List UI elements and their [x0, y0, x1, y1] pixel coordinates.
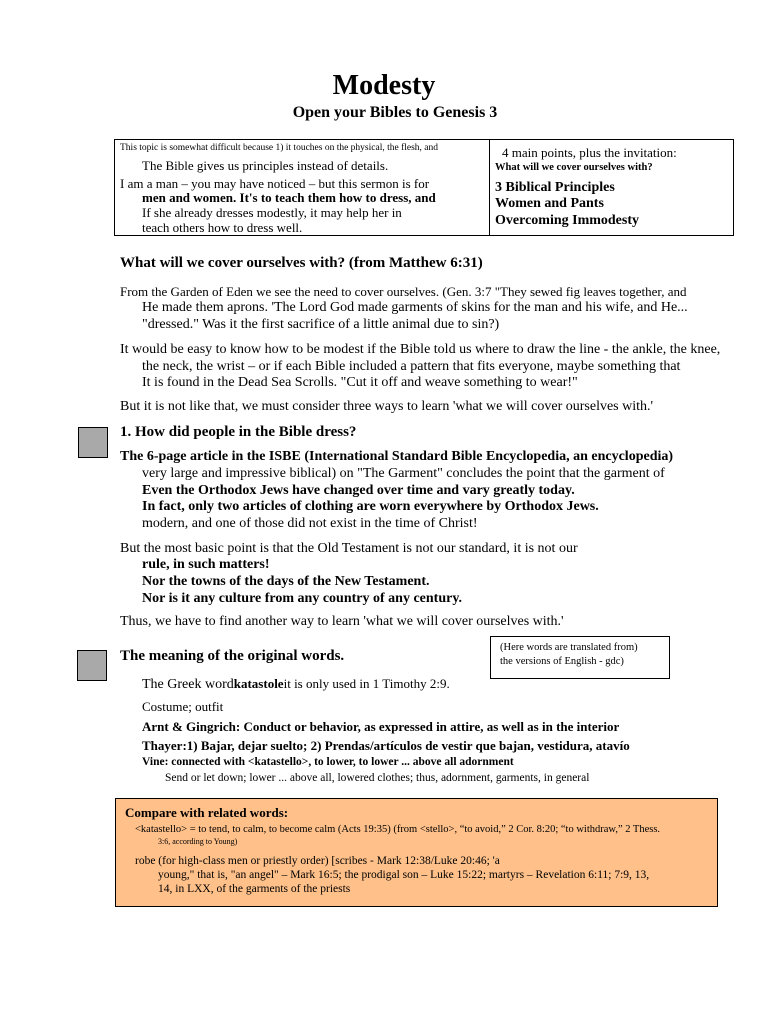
paragraph-line: He made them aprons. 'The Lord God made garments of skins for the man and his wife, and He...: [142, 300, 688, 315]
page-subtitle: Open your Bibles to Genesis 3: [292, 104, 498, 121]
paragraph-line: "dressed." Was it the first sacrifice of a little animal due to sin?): [142, 317, 500, 332]
paragraph-line: Vine: connected with <katastello>, to lower, to lower ... above all adornment: [142, 756, 514, 768]
compare-heading: Compare with related words:: [125, 805, 289, 820]
paragraph-line: the neck, the wrist – or if each Bible included a pattern that fits everyone, maybe something that: [142, 359, 681, 374]
note-line: the versions of English - gdc): [500, 656, 624, 667]
greek-word: katastole: [233, 676, 284, 691]
compare-line: young," that is, "an angel" – Mark 16:5; the prodigal son – Luke 15:22; martyrs – Revelation 6:11; 7:9, 13,: [158, 869, 650, 881]
outline-item: What will we cover ourselves with?: [495, 162, 653, 173]
section-marker: [77, 650, 107, 681]
section-heading: The meaning of the original words.: [120, 648, 345, 664]
paragraph-line: very large and impressive biblical) on "The Garment" concludes the point that the garment of: [142, 466, 665, 481]
paragraph-line: Send or let down; lower ... above all, lowered clothes; thus, adornment, garments, in general: [165, 772, 590, 784]
paragraph-line: It would be easy to know how to be modest if the Bible told us where to draw the line - the ankle, the knee,: [120, 342, 721, 357]
paragraph-line: Even the Orthodox Jews have changed over time and vary greatly today.: [142, 483, 575, 498]
paragraph-line: Nor is it any culture from any country of any century.: [142, 591, 463, 606]
paragraph-line: The 6-page article in the ISBE (International Standard Bible Encyclopedia, an encyclopedia): [120, 449, 674, 464]
translation-note: [490, 636, 670, 679]
compare-line: 3:6, according to Young): [158, 837, 238, 846]
compare-line: 14, in LXX, of the garments of the priests: [158, 883, 351, 895]
paragraph-line: In fact, only two articles of clothing are worn everywhere by Orthodox Jews.: [142, 499, 599, 514]
compare-line: robe (for high-class men or priestly order) [scribes - Mark 12:38/Luke 20:46; 'a: [135, 855, 500, 867]
note-line: (Here words are translated from): [500, 642, 638, 653]
outline-intro: 4 main points, plus the invitation:: [502, 145, 677, 160]
paragraph-line: But the most basic point is that the Old Testament is not our standard, it is not our: [120, 541, 578, 556]
paragraph-line: From the Garden of Eden we see the need to cover ourselves. (Gen. 3:7 "They sewed fig leaves together, and: [120, 284, 687, 299]
paragraph-line: rule, in such matters!: [142, 557, 270, 572]
intro-line: The Bible gives us principles instead of details.: [142, 158, 389, 173]
intro-line: men and women. It's to teach them how to dress, and: [142, 190, 436, 205]
section-heading: 1. How did people in the Bible dress?: [120, 424, 357, 440]
intro-line: teach others how to dress well.: [142, 220, 303, 235]
paragraph-line: Arnt & Gingrich: Conduct or behavior, as expressed in attire, as well as in the interior: [142, 719, 620, 734]
outline-item: Overcoming Immodesty: [495, 213, 639, 228]
paragraph-line: Costume; outfit: [142, 699, 224, 714]
paragraph-line: It is found in the Dead Sea Scrolls. "Cut it off and weave something to wear!": [142, 375, 578, 390]
section-marker: [78, 427, 108, 458]
paragraph-line: modern, and one of those did not exist in the time of Christ!: [142, 516, 478, 531]
intro-box: [114, 139, 490, 236]
paragraph-line: Thus, we have to find another way to learn 'what we will cover ourselves with.': [120, 614, 564, 629]
outline-item: Women and Pants: [495, 196, 604, 211]
section-heading: What will we cover ourselves with? (from Matthew 6:31): [120, 255, 483, 271]
paragraph-line: But it is not like that, we must consider three ways to learn 'what we will cover ourselves with.': [120, 399, 654, 414]
outline-box: [489, 139, 734, 236]
intro-line: This topic is somewhat difficult because 1) it touches on the physical, the flesh, and: [120, 143, 438, 153]
intro-line: If she already dresses modestly, it may help her in: [142, 205, 402, 220]
greek-suffix: it is only used in 1 Timothy 2:9.: [283, 676, 450, 691]
intro-line: I am a man – you may have noticed – but this sermon is for: [120, 176, 430, 191]
compare-line: <katastello> = to tend, to calm, to become calm (Acts 19:35) (from <stello>, “to avoid,” 2 Cor. 8:20; “to withdraw,” 2 Thess.: [135, 824, 661, 835]
paragraph-line: Nor the towns of the days of the New Testament.: [142, 574, 430, 589]
paragraph-line: [142, 677, 450, 692]
greek-prefix: The Greek word: [142, 677, 234, 692]
outline-item: 3 Biblical Principles: [495, 180, 615, 195]
page-title: Modesty: [332, 70, 436, 101]
paragraph-line: Thayer:1) Bajar, dejar suelto; 2) Prendas/artículos de vestir que bajan, vestidura, atavío: [142, 738, 630, 753]
